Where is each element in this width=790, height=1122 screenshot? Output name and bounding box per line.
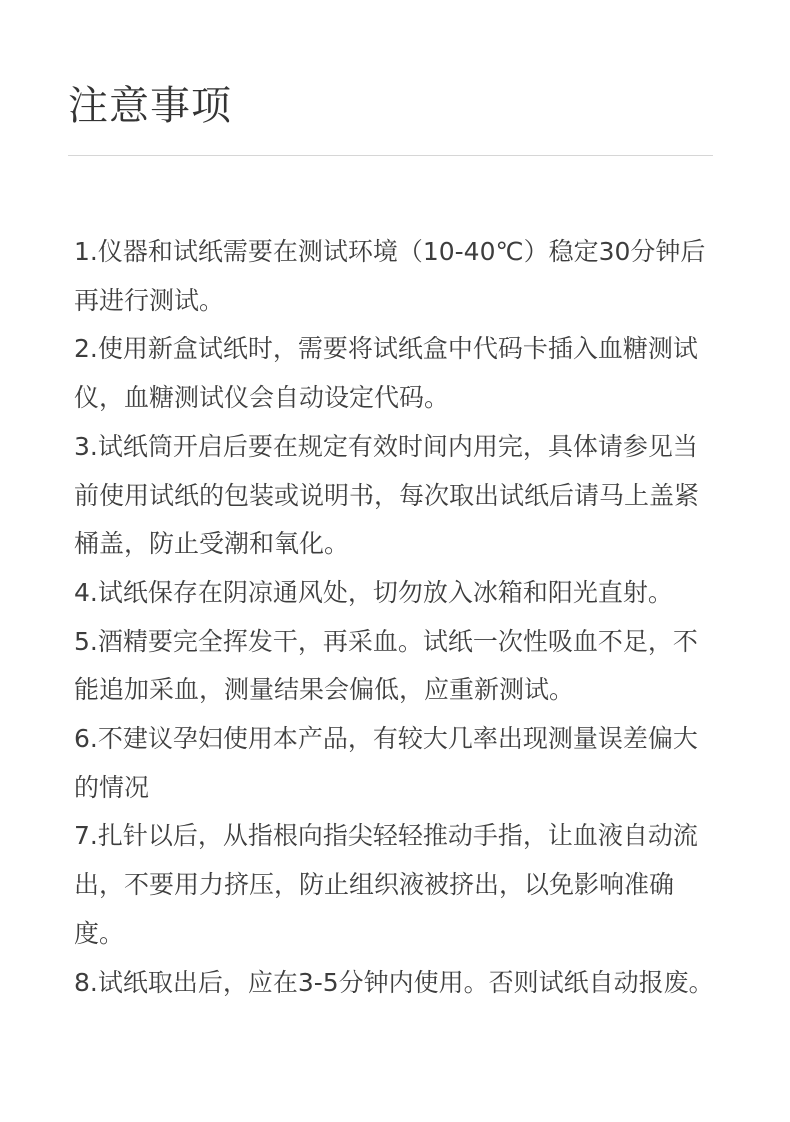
note-item: 7.扎针以后，从指根向指尖轻轻推动手指，让血液自动流出，不要用力挤压，防止组织液被挤出，以免影响准确度。	[74, 821, 698, 948]
page-title: 注意事项	[68, 83, 232, 129]
note-item: 8.试纸取出后，应在3-5分钟内使用。否则试纸自动报废。	[74, 967, 714, 997]
note-item: 6.不建议孕妇使用本产品，有较大几率出现测量误差偏大的情况	[74, 724, 698, 802]
note-item: 4.试纸保存在阴凉通风处，切勿放入冰箱和阳光直射。	[74, 577, 673, 607]
note-item: 3.试纸筒开启后要在规定有效时间内用完，具体请参见当前使用试纸的包装或说明书，每次取出试纸后请马上盖紧桶盖，防止受潮和氧化。	[74, 431, 700, 559]
note-item: 5.酒精要完全挥发干，再采血。试纸一次性吸血不足，不能追加采血，测量结果会偏低，应重新测试。	[74, 626, 698, 705]
title-divider	[68, 155, 713, 156]
notes-list	[74, 228, 718, 1007]
note-item: 2.使用新盒试纸时，需要将试纸盒中代码卡插入血糖测试仪，血糖测试仪会自动设定代码。	[74, 334, 698, 413]
note-item: 1.仪器和试纸需要在测试环境（10-40℃）稳定30分钟后再进行测试。	[74, 237, 706, 315]
